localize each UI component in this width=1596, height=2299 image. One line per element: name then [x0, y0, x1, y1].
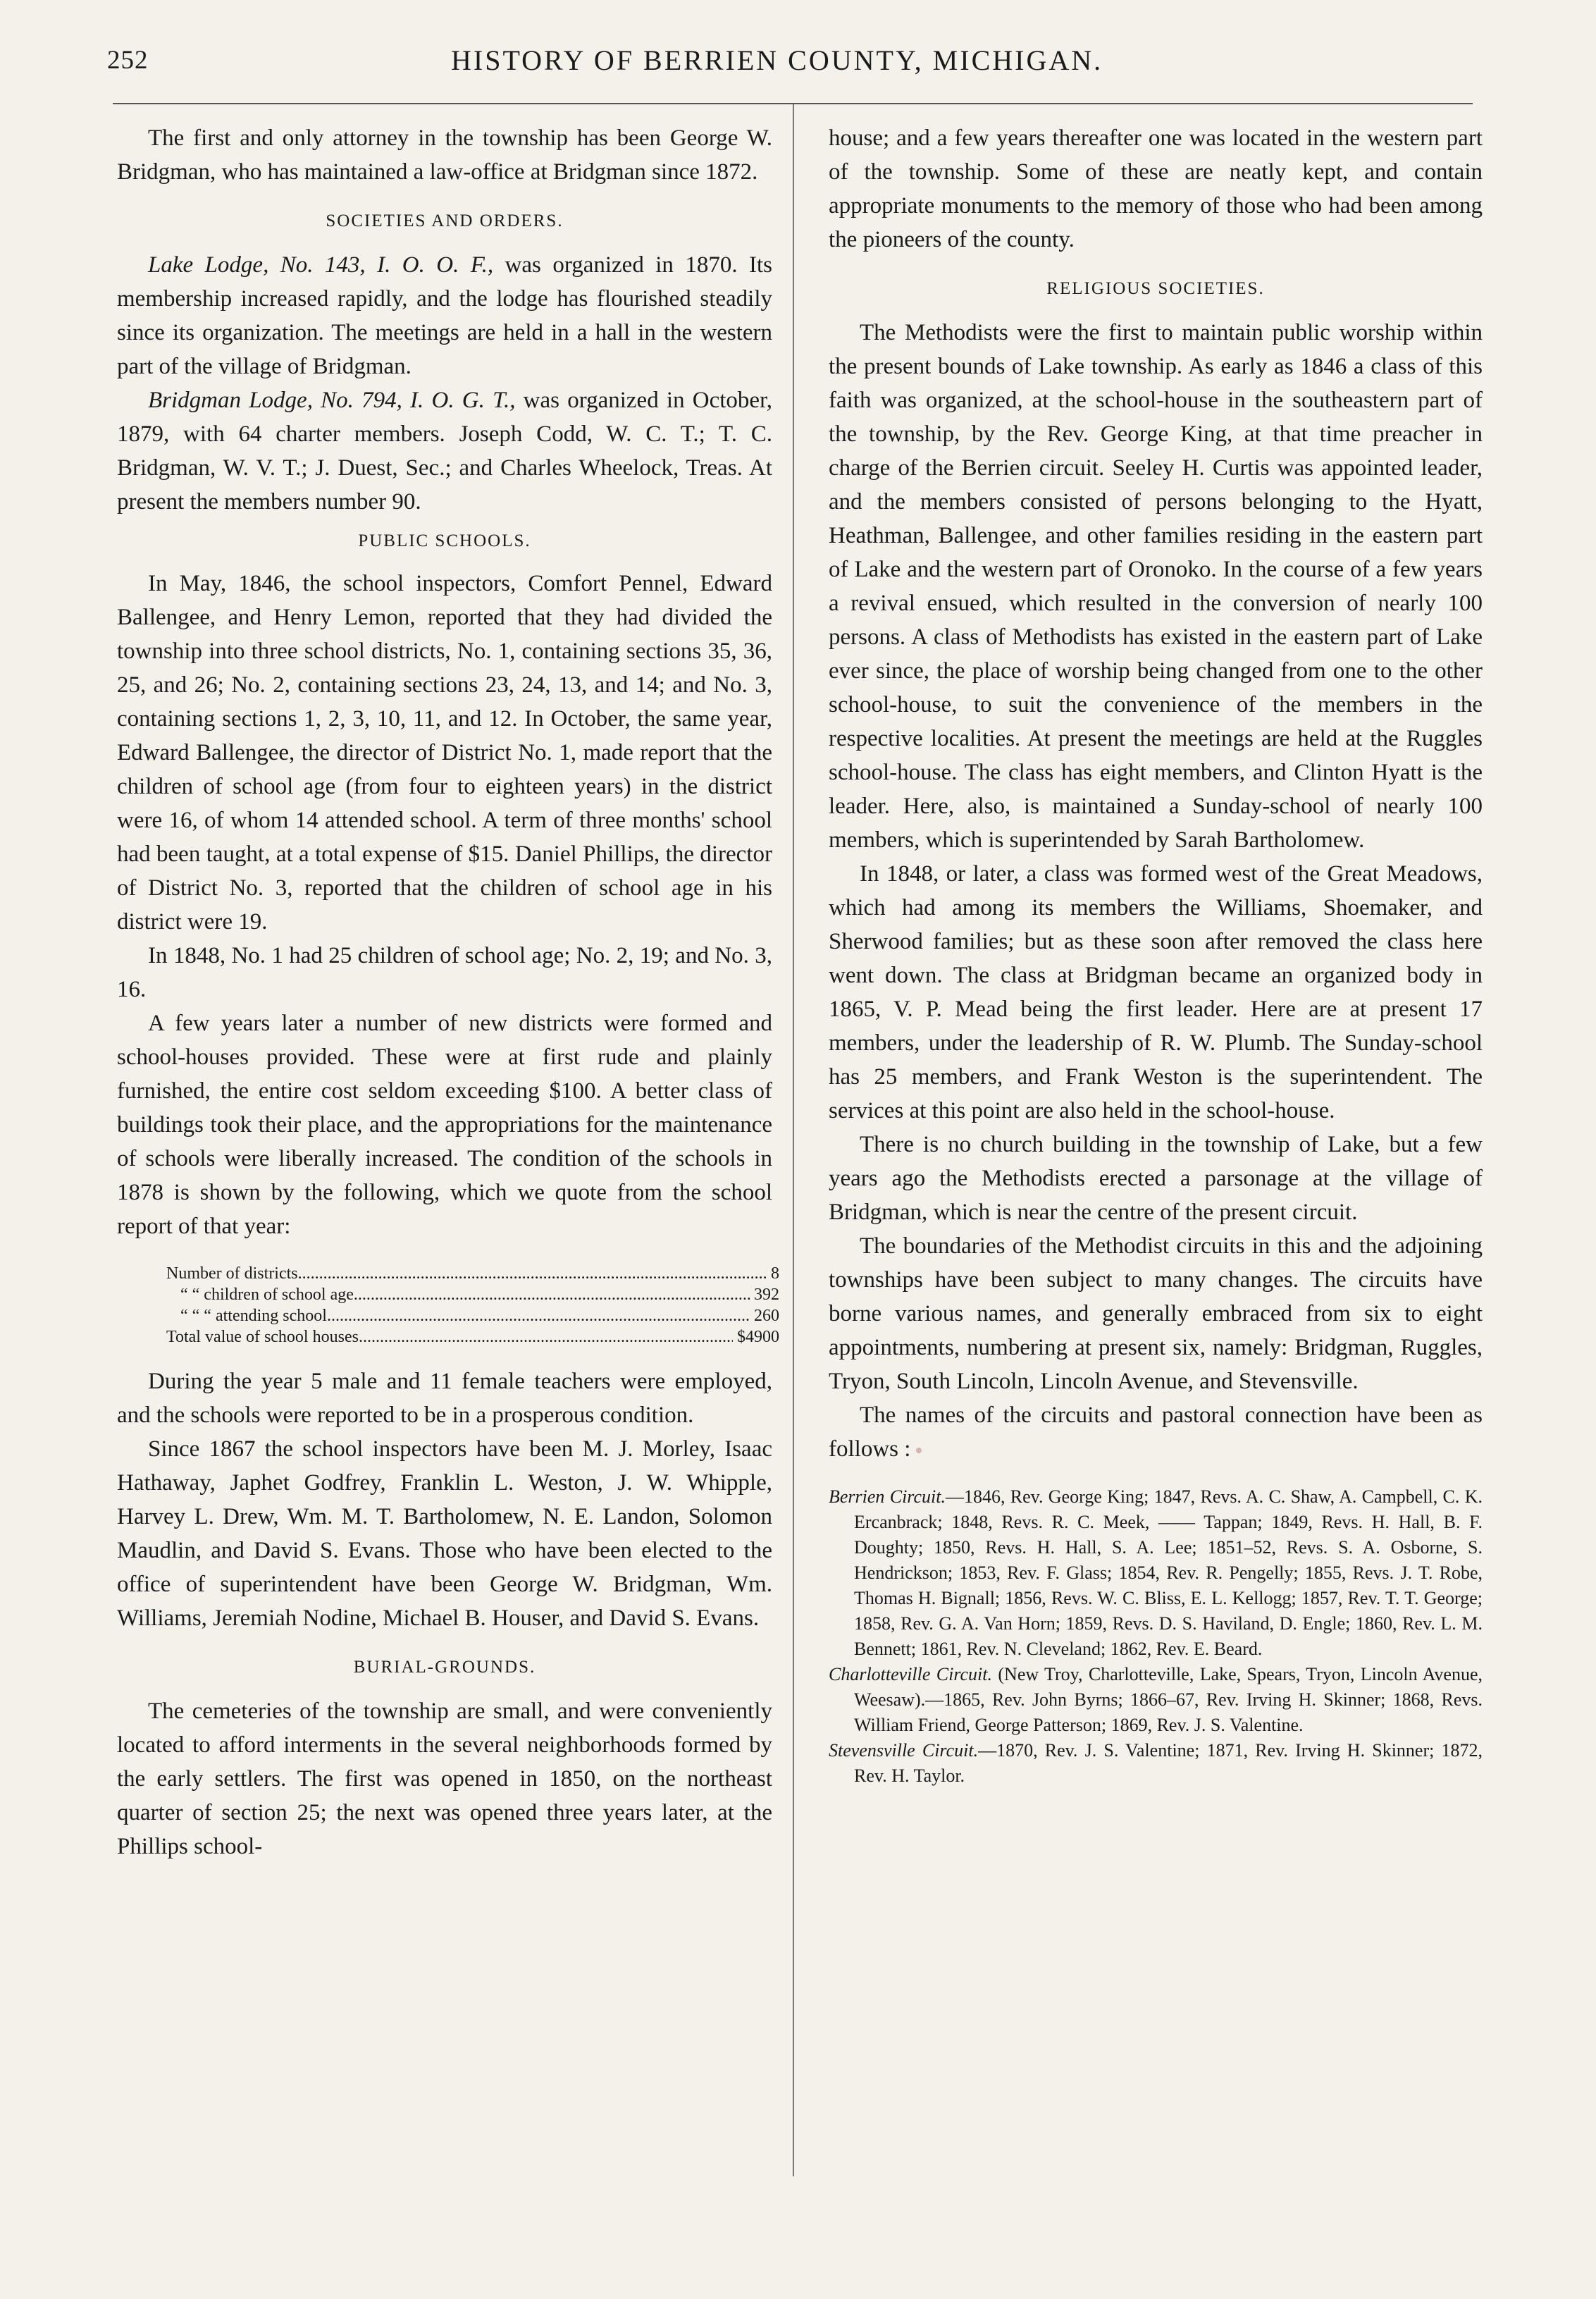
paragraph-class-1848: In 1848, or later, a class was formed west of the Great Meadows, which had among its members the Williams, Shoemaker, and Sherwood families; but as these soon after removed the class here went down. The class at Bridgman became an organized body in 1865, V. P. Mead being the first leader. Here are at present 17 members, under the leadership of R. W. Plumb. The Sunday-school has 25 members, and Frank Weston is the superintendent. The services at this point are also held in the school-house.	[829, 861, 1483, 1123]
circuit-name: Stevensville Circuit.	[829, 1740, 979, 1761]
circuit-text: —1870, Rev. J. S. Valentine; 1871, Rev. Irving H. Skinner; 1872, Rev. H. Taylor.	[854, 1740, 1483, 1786]
heading-burial-grounds: BURIAL-GROUNDS.	[353, 1658, 536, 1677]
circuit-names-intro-text: The names of the circuits and pastoral connection have been as follows :	[829, 1403, 1483, 1462]
paragraph-bridgman-lodge	[117, 383, 772, 519]
heading-religious-societies: RELIGIOUS SOCIETIES.	[1046, 279, 1265, 298]
stat-label: Number of districts	[166, 1264, 298, 1283]
paragraph-methodists: The Methodists were the first to maintain public worship within the present bounds of Lake township. As early as 1846 a class of this faith was organized, at the school-house in the southeastern part of the township, by the Rev. George King, at that time preacher in charge of the Berrien circuit. Seeley H. Curtis was appointed leader, and the members consisted of persons belonging to the Hyatt, Heathman, Ballengee, and other families residing in the eastern part of Lake and the western part of Oronoko. In the course of a few years a revival ensued, which resulted in the conversion of nearly 100 persons. A class of Methodists has existed in the eastern part of Lake ever since, the place of worship being changed from one to the other school-house, to suit the convenience of the members in the respective localities. At present the meetings are held at the Ruggles school-house. The class has eight members, and Clinton Hyatt is the leader. Here, also, is maintained a Sunday-school of nearly 100 members, which is superintended by Sarah Bartholomew.	[829, 320, 1483, 853]
stat-label: Total value of school houses	[166, 1328, 359, 1346]
circuit-name: Berrien Circuit.	[829, 1486, 946, 1507]
heading-societies: SOCIETIES AND ORDERS.	[326, 211, 564, 230]
ink-mark	[916, 1448, 922, 1453]
lake-lodge-name: Lake Lodge, No. 143, I. O. O. F.,	[148, 252, 494, 278]
paragraph-attorney: The first and only attorney in the township has been George W. Bridgman, who has maintained a law-office at Bridgman since 1872.	[117, 125, 772, 185]
paragraph-parsonage: There is no church building in the township of Lake, but a few years ago the Methodists erected a parsonage at the village of Bridgman, which is near the centre of the present circuit.	[829, 1132, 1483, 1225]
stat-leader-dots	[359, 1326, 733, 1348]
stat-row	[166, 1284, 779, 1305]
stat-leader-dots	[354, 1284, 750, 1305]
bridgman-lodge-text: was organized in October, 1879, with 64 charter members. Joseph Codd, W. C. T.; T. C. Bridgman, W. V. T.; J. Duest, Sec.; and Charles Wheelock, Treas. At present the members number 90.	[117, 388, 772, 514]
running-head: HISTORY OF BERRIEN COUNTY, MICHIGAN.	[451, 44, 1103, 76]
circuit-name: Charlotteville Circuit.	[829, 1664, 993, 1684]
paragraph-burial-continued: house; and a few years thereafter one was located in the western part of the township. Some of these are neatly kept, and contain appropriate monuments to the memory of those who had been among the pioneers of the county.	[829, 125, 1483, 252]
circuit-text: (New Troy, Charlotteville, Lake, Spears, Tryon, Lincoln Avenue, Weesaw).—1865, Rev. John Byrns; 1866–67, Rev. Irving H. Skinner; 1868, Revs. William Friend, George Patterson; 1869, Rev. J. S. Valentine.	[854, 1664, 1483, 1735]
stat-row	[166, 1263, 779, 1284]
stat-leader-dots	[327, 1305, 750, 1326]
stat-label: “ “ “ attending school	[180, 1307, 327, 1325]
circuit-entry	[829, 1662, 1483, 1738]
circuit-entry	[829, 1738, 1483, 1789]
lake-lodge-text: was organized in 1870. Its membership increased rapidly, and the lodge has flourished steadily since its organization. The meetings are held in a hall in the western part of the village of Bridgman.	[117, 252, 772, 379]
paragraph-schools-later: A few years later a number of new districts were formed and school-houses provided. These were at first rude and plainly furnished, the entire cost seldom exceeding $100. A better class of buildings took their place, and the appropriations for the maintenance of schools were liberally increased. The condition of the schools in 1878 is shown by the following, which we quote from the school report of that year:	[117, 1011, 772, 1239]
stat-value: $4900	[737, 1328, 779, 1346]
paragraph-circuit-names-intro	[829, 1398, 1483, 1466]
stat-value: 260	[754, 1307, 779, 1325]
stat-value: 8	[771, 1264, 779, 1283]
right-column	[829, 121, 1483, 1789]
stat-row	[166, 1305, 779, 1326]
paragraph-inspectors: Since 1867 the school inspectors have been M. J. Morley, Isaac Hathaway, Japhet Godfrey, Franklin L. Weston, J. W. Whipple, Harvey L. Drew, Wm. M. T. Bartholomew, N. E. Landon, Solomon Maudlin, and David S. Evans. Those who have been elected to the office of superintendent have been George W. Bridgman, Wm. Williams, Jeremiah Nodine, Michael B. Houser, and David S. Evans.	[117, 1436, 772, 1631]
circuit-entry	[829, 1484, 1483, 1662]
paragraph-schools-1848: In 1848, No. 1 had 25 children of school age; No. 2, 19; and No. 3, 16.	[117, 943, 772, 1002]
column-divider	[793, 104, 794, 2176]
paragraph-schools-1846: In May, 1846, the school inspectors, Comfort Pennel, Edward Ballengee, and Henry Lemon, reported that they had divided the township into three school districts, No. 1, containing sections 35, 36, 25, and 26; No. 2, containing sections 23, 24, 13, and 14; and No. 3, containing sections 1, 2, 3, 10, 11, and 12. In October, the same year, Edward Ballengee, the director of District No. 1, made report that the children of school age (from four to eighteen years) in the district were 16, of whom 14 attended school. A term of three months' school had been taught, at a total expense of $15. Daniel Phillips, the director of District No. 3, reported that the children of school age in his district were 19.	[117, 571, 772, 935]
stat-leader-dots	[298, 1263, 767, 1284]
left-column	[117, 121, 779, 1863]
paragraph-boundaries: The boundaries of the Methodist circuits in this and the adjoining townships have been subject to many changes. The circuits have borne various names, and generally embraced from six to eight appointments, numbering at present six, namely: Bridgman, Ruggles, Tryon, South Lincoln, Lincoln Avenue, and Stevensville.	[829, 1233, 1483, 1394]
stat-row	[166, 1326, 779, 1348]
circuit-text: —1846, Rev. George King; 1847, Revs. A. C. Shaw, A. Campbell, C. K. Ercanbrack; 1848, Revs. R. C. Meek, —— Tappan; 1849, Revs. H. Hall, B. F. Doughty; 1850, Revs. H. Hall, S. A. Lee; 1851–52, Revs. S. A. Osborne, S. Hendrickson; 1853, Rev. F. Glass; 1854, Rev. R. Pengelly; 1855, Revs. J. T. Robe, Thomas H. Bignall; 1856, Revs. W. C. Bliss, E. L. Kellogg; 1857, Rev. T. T. George; 1858, Rev. G. A. Van Horn; 1859, Revs. D. S. Haviland, D. Engle; 1860, Rev. L. M. Bennett; 1861, Rev. N. Cleveland; 1862, Rev. E. Beard.	[854, 1486, 1483, 1659]
paragraph-burial: The cemeteries of the township are small, and were conveniently located to afford interments in the several neighborhoods formed by the early settlers. The first was opened in 1850, on the northeast quarter of section 25; the next was opened three years later, at the Phillips school-	[117, 1699, 772, 1859]
bridgman-lodge-name: Bridgman Lodge, No. 794, I. O. G. T.,	[148, 388, 516, 413]
stat-label: “ “ children of school age	[180, 1286, 354, 1304]
page-number: 252	[107, 46, 149, 75]
paragraph-lake-lodge	[117, 248, 772, 383]
stat-value: 392	[754, 1286, 779, 1304]
paragraph-teachers: During the year 5 male and 11 female teachers were employed, and the schools were reported to be in a prosperous condition.	[117, 1369, 772, 1428]
school-statistics-table	[166, 1263, 779, 1348]
circuit-list	[829, 1484, 1483, 1789]
heading-public-schools: PUBLIC SCHOOLS.	[358, 531, 531, 550]
